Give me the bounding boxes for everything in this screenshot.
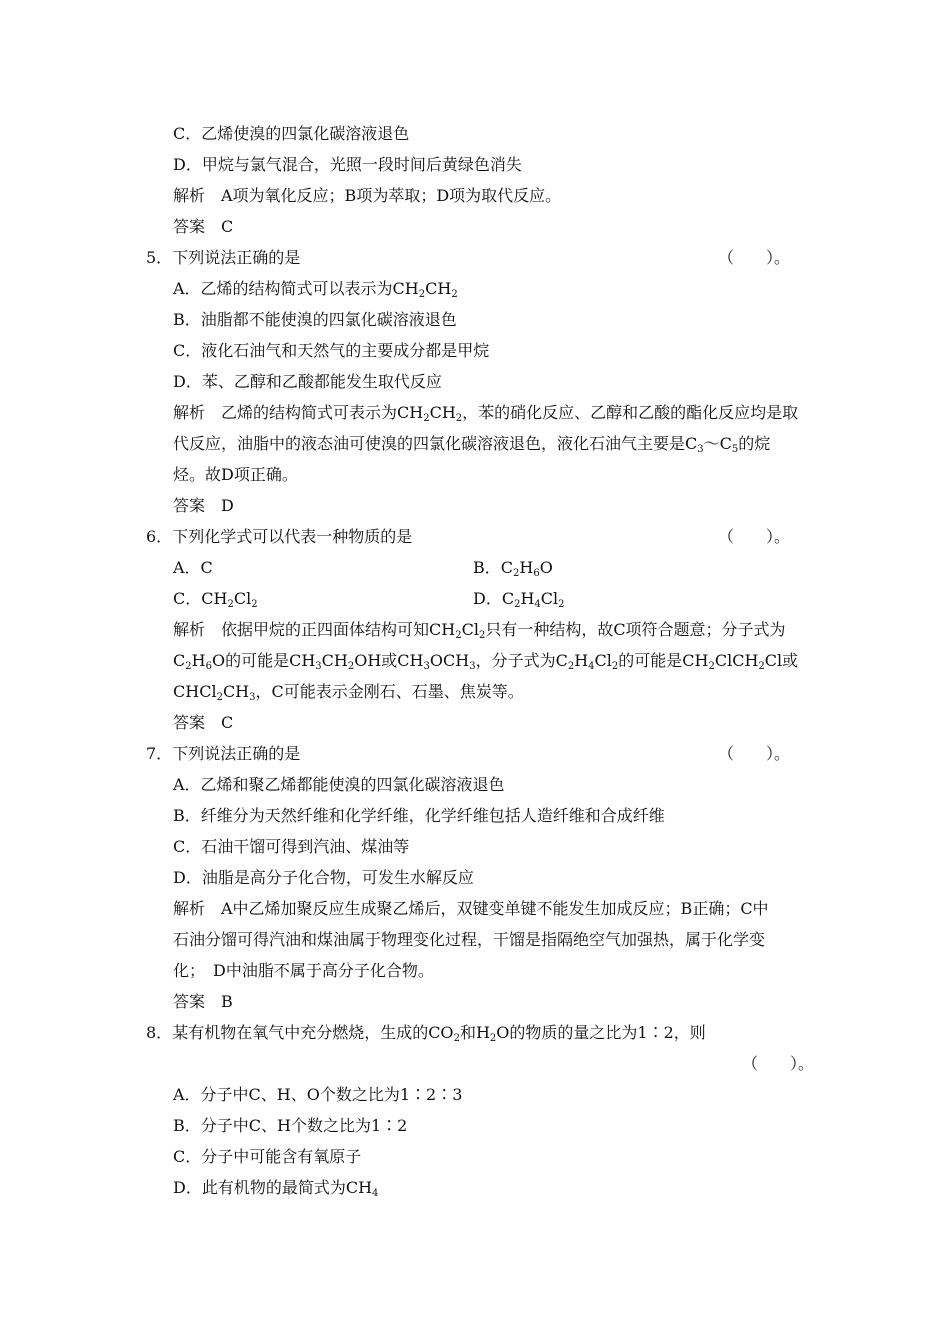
q6-option-d: D．$C_2H_4Cl_2$	[473, 589, 565, 610]
q7-option-d: D．油脂是高分子化合物，可发生水解反应	[173, 868, 474, 887]
q6-option-b: B．$C_2H_6O$	[473, 558, 553, 579]
q8-stem: 8．某有机物在氧气中充分燃烧，生成的$CO_2$和$H_2O$的物质的量之比为1∶2，则	[146, 1023, 706, 1044]
q7-analysis-line-1: 解析 A中乙烯加聚反应生成聚乙烯后，双键变单键不能发生加成反应；B正确；C中	[173, 899, 769, 918]
q6-analysis-line-3: $CHCl_2CH_3$，C可能表示金刚石、石墨、焦炭等。	[173, 682, 524, 703]
q4-answer: 答案 C	[173, 217, 234, 236]
q5-analysis-line-2: 代反应，油脂中的液态油可使溴的四氯化碳溶液退色，液化石油气主要是$C_3\sim C_5$的烷	[173, 434, 771, 455]
q8-answer-blank: （ ）。	[742, 1054, 815, 1073]
q7-analysis-line-3: 化； D中油脂不属于高分子化合物。	[173, 961, 434, 980]
q7-option-a: A．乙烯和聚乙烯都能使溴的四氯化碳溶液退色	[173, 775, 505, 794]
q8-option-a: A．分子中C、H、O个数之比为1∶2∶3	[173, 1085, 463, 1104]
q4-option-d: D．甲烷与氯气混合，光照一段时间后黄绿色消失	[173, 155, 522, 174]
q5-option-a: A．乙烯的结构简式可以表示为$CH_2CH_2$	[173, 279, 458, 300]
q5-option-d: D．苯、乙醇和乙酸都能发生取代反应	[173, 372, 442, 391]
q7-stem: 7．下列说法正确的是	[146, 744, 301, 763]
q5-option-c: C．液化石油气和天然气的主要成分都是甲烷	[173, 341, 490, 360]
q6-answer-blank: （ ）。	[718, 527, 791, 546]
q6-option-a: A．C	[173, 558, 213, 577]
q6-analysis-line-1: 解析 依据甲烷的正四面体结构可知$CH_2Cl_2$只有一种结构，故C项符合题意；分子式为	[173, 620, 786, 641]
q5-option-b: B．油脂都不能使溴的四氯化碳溶液退色	[173, 310, 457, 329]
q6-stem: 6．下列化学式可以代表一种物质的是	[146, 527, 413, 546]
q4-analysis: 解析 A项为氧化反应；B项为萃取；D项为取代反应。	[173, 186, 562, 205]
q4-option-c: C．乙烯使溴的四氯化碳溶液退色	[173, 124, 410, 143]
q6-answer: 答案 C	[173, 713, 234, 732]
q6-option-c: C．$CH_2Cl_2$	[173, 589, 258, 610]
q8-option-b: B．分子中C、H个数之比为1∶2	[173, 1116, 408, 1135]
q5-analysis-line-1: 解析 乙烯的结构简式可表示为$CH_2CH_2$，苯的硝化反应、乙醇和乙酸的酯化反应均是取	[173, 403, 799, 424]
q5-analysis-line-3: 烃。故D项正确。	[173, 465, 298, 484]
q5-stem: 5．下列说法正确的是	[146, 248, 301, 267]
q7-answer-blank: （ ）。	[718, 744, 791, 763]
q5-answer-blank: （ ）。	[718, 248, 791, 267]
q7-answer: 答案 B	[173, 992, 233, 1011]
q8-option-c: C．分子中可能含有氧原子	[173, 1147, 362, 1166]
q7-analysis-line-2: 石油分馏可得汽油和煤油属于物理变化过程，干馏是指隔绝空气加强热，属于化学变	[173, 930, 766, 949]
q5-answer: 答案 D	[173, 496, 234, 515]
q6-analysis-line-2: $C_2H_6O$的可能是$CH_3CH_2OH$或$CH_3OCH_3$，分子式为$C_2H_4Cl_2$的可能是$CH_2ClCH_2Cl$或	[173, 651, 799, 672]
q7-option-c: C．石油干馏可得到汽油、煤油等	[173, 837, 410, 856]
q8-option-d: D．此有机物的最简式为$CH_4$	[173, 1178, 379, 1199]
q7-option-b: B．纤维分为天然纤维和化学纤维，化学纤维包括人造纤维和合成纤维	[173, 806, 665, 825]
